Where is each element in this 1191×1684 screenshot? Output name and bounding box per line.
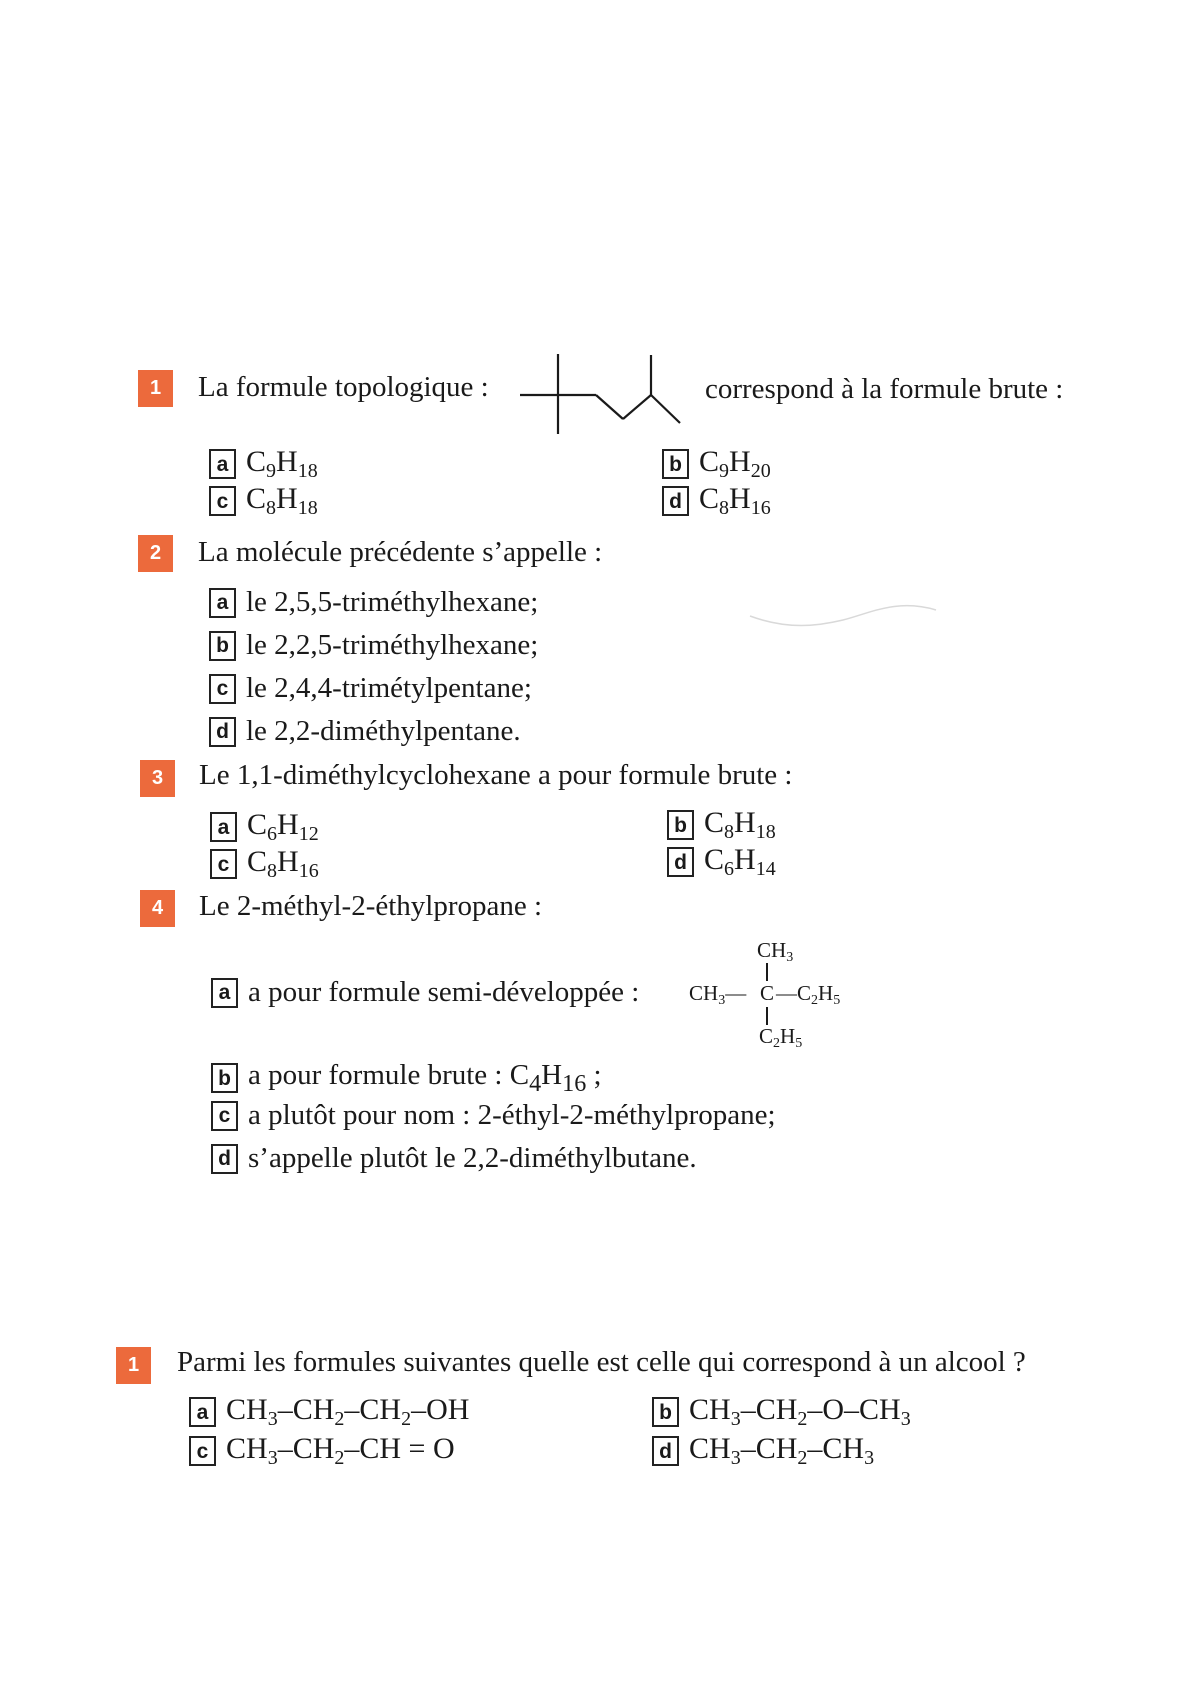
- option-4a[interactable]: [211, 976, 639, 1009]
- formula-1d: $C_8H_{16}$: [699, 482, 771, 519]
- option-2c[interactable]: [209, 672, 532, 705]
- struct-bond-top: [766, 963, 768, 981]
- option-1c[interactable]: [209, 482, 318, 520]
- option-1a[interactable]: [209, 445, 318, 483]
- question-number-1: 1: [138, 370, 173, 407]
- checkbox-d[interactable]: d: [211, 1144, 238, 1174]
- option-3a[interactable]: [210, 808, 319, 846]
- question-4-text: Le 2-méthyl-2-éthylpropane :: [199, 890, 543, 922]
- question-number-3: 3: [140, 760, 175, 797]
- checkbox-c[interactable]: c: [209, 486, 236, 516]
- formula-5a: $CH_3-CH_2-CH_2-OH$: [226, 1393, 470, 1430]
- option-4b[interactable]: [211, 1059, 602, 1098]
- faint-scan-mark: [748, 596, 938, 636]
- checkbox-c[interactable]: c: [211, 1101, 238, 1131]
- question-1-second-text: Parmi les formules suivantes quelle est celle qui correspond à un alcool ?: [177, 1346, 1026, 1378]
- checkbox-c[interactable]: c: [209, 674, 236, 704]
- checkbox-a[interactable]: a: [209, 449, 236, 479]
- checkbox-b[interactable]: b: [211, 1063, 238, 1093]
- option-2a-label: le 2,5,5-triméthylhexane;: [246, 586, 539, 618]
- checkbox-d[interactable]: d: [209, 717, 236, 747]
- option-1b[interactable]: [662, 445, 771, 483]
- struct-top: $CH_3$: [757, 938, 794, 965]
- option-4c[interactable]: [211, 1099, 776, 1132]
- question-number-2: 2: [138, 535, 173, 572]
- checkbox-d[interactable]: d: [667, 847, 694, 877]
- checkbox-a[interactable]: a: [209, 588, 236, 618]
- option-1d[interactable]: [662, 482, 771, 520]
- option-4c-label: a plutôt pour nom : 2-éthyl-2-méthylpropane;: [248, 1099, 776, 1131]
- formula-3b: $C_8H_{18}$: [704, 806, 776, 843]
- checkbox-a[interactable]: a: [189, 1397, 216, 1427]
- question-2-text: La molécule précédente s’appelle :: [198, 536, 603, 568]
- question-1-text: La formule topologique :: [198, 371, 489, 403]
- struct-bond-bottom: [766, 1007, 768, 1025]
- option-2b[interactable]: [209, 629, 538, 662]
- question-number-1-second: 1: [116, 1347, 151, 1384]
- option-2c-label: le 2,4,4-trimétylpentane;: [246, 672, 532, 704]
- checkbox-c[interactable]: c: [210, 849, 237, 879]
- struct-bottom: $C_2H_5$: [759, 1024, 803, 1051]
- option-5a[interactable]: [189, 1393, 469, 1431]
- checkbox-c[interactable]: c: [189, 1436, 216, 1466]
- formula-3a: $C_6H_{12}$: [247, 808, 319, 845]
- option-2d-label: le 2,2-diméthylpentane.: [246, 715, 521, 747]
- struct-center: C: [760, 981, 775, 1005]
- option-2a[interactable]: [209, 586, 538, 619]
- formula-4b: a pour formule brute : $C_4H_{16}$ ;: [248, 1059, 602, 1097]
- checkbox-d[interactable]: d: [662, 486, 689, 516]
- formula-5d: $CH_3-CH_2-CH_3$: [689, 1432, 875, 1469]
- formula-5b: $CH_3-CH_2-O-CH_3$: [689, 1393, 911, 1430]
- question-3-text: Le 1,1-diméthylcyclohexane a pour formule brute :: [199, 759, 793, 791]
- option-5c[interactable]: [189, 1432, 455, 1470]
- checkbox-d[interactable]: d: [652, 1436, 679, 1466]
- option-2d[interactable]: [209, 715, 521, 748]
- option-3b[interactable]: [667, 806, 776, 844]
- option-4d-label: s’appelle plutôt le 2,2-diméthylbutane.: [248, 1142, 697, 1174]
- struct-left: $CH_3—$: [689, 981, 747, 1008]
- question-1-text-after: correspond à la formule brute :: [705, 373, 1064, 405]
- question-number-4: 4: [140, 890, 175, 927]
- option-3c[interactable]: [210, 845, 319, 883]
- option-2b-label: le 2,2,5-triméthylhexane;: [246, 629, 539, 661]
- formula-3c: $C_8H_{16}$: [247, 845, 319, 882]
- checkbox-b[interactable]: b: [667, 810, 694, 840]
- option-3d[interactable]: [667, 843, 776, 881]
- checkbox-b[interactable]: b: [209, 631, 236, 661]
- checkbox-b[interactable]: b: [662, 449, 689, 479]
- formula-3d: $C_6H_{14}$: [704, 843, 776, 880]
- option-5b[interactable]: [652, 1393, 911, 1431]
- formula-5c: $CH_3-CH_2-CH = O$: [226, 1432, 455, 1469]
- option-5d[interactable]: [652, 1432, 874, 1470]
- checkbox-a[interactable]: a: [210, 812, 237, 842]
- formula-1b: $C_9H_{20}$: [699, 445, 771, 482]
- checkbox-b[interactable]: b: [652, 1397, 679, 1427]
- formula-1a: $C_9H_{18}$: [246, 445, 318, 482]
- option-4d[interactable]: [211, 1142, 697, 1175]
- checkbox-a[interactable]: a: [211, 978, 238, 1008]
- formula-1c: $C_8H_{18}$: [246, 482, 318, 519]
- struct-right: $—C_2H_5$: [776, 981, 841, 1008]
- topological-formula-icon: [520, 352, 690, 434]
- option-4a-label: a pour formule semi-développée :: [248, 976, 640, 1008]
